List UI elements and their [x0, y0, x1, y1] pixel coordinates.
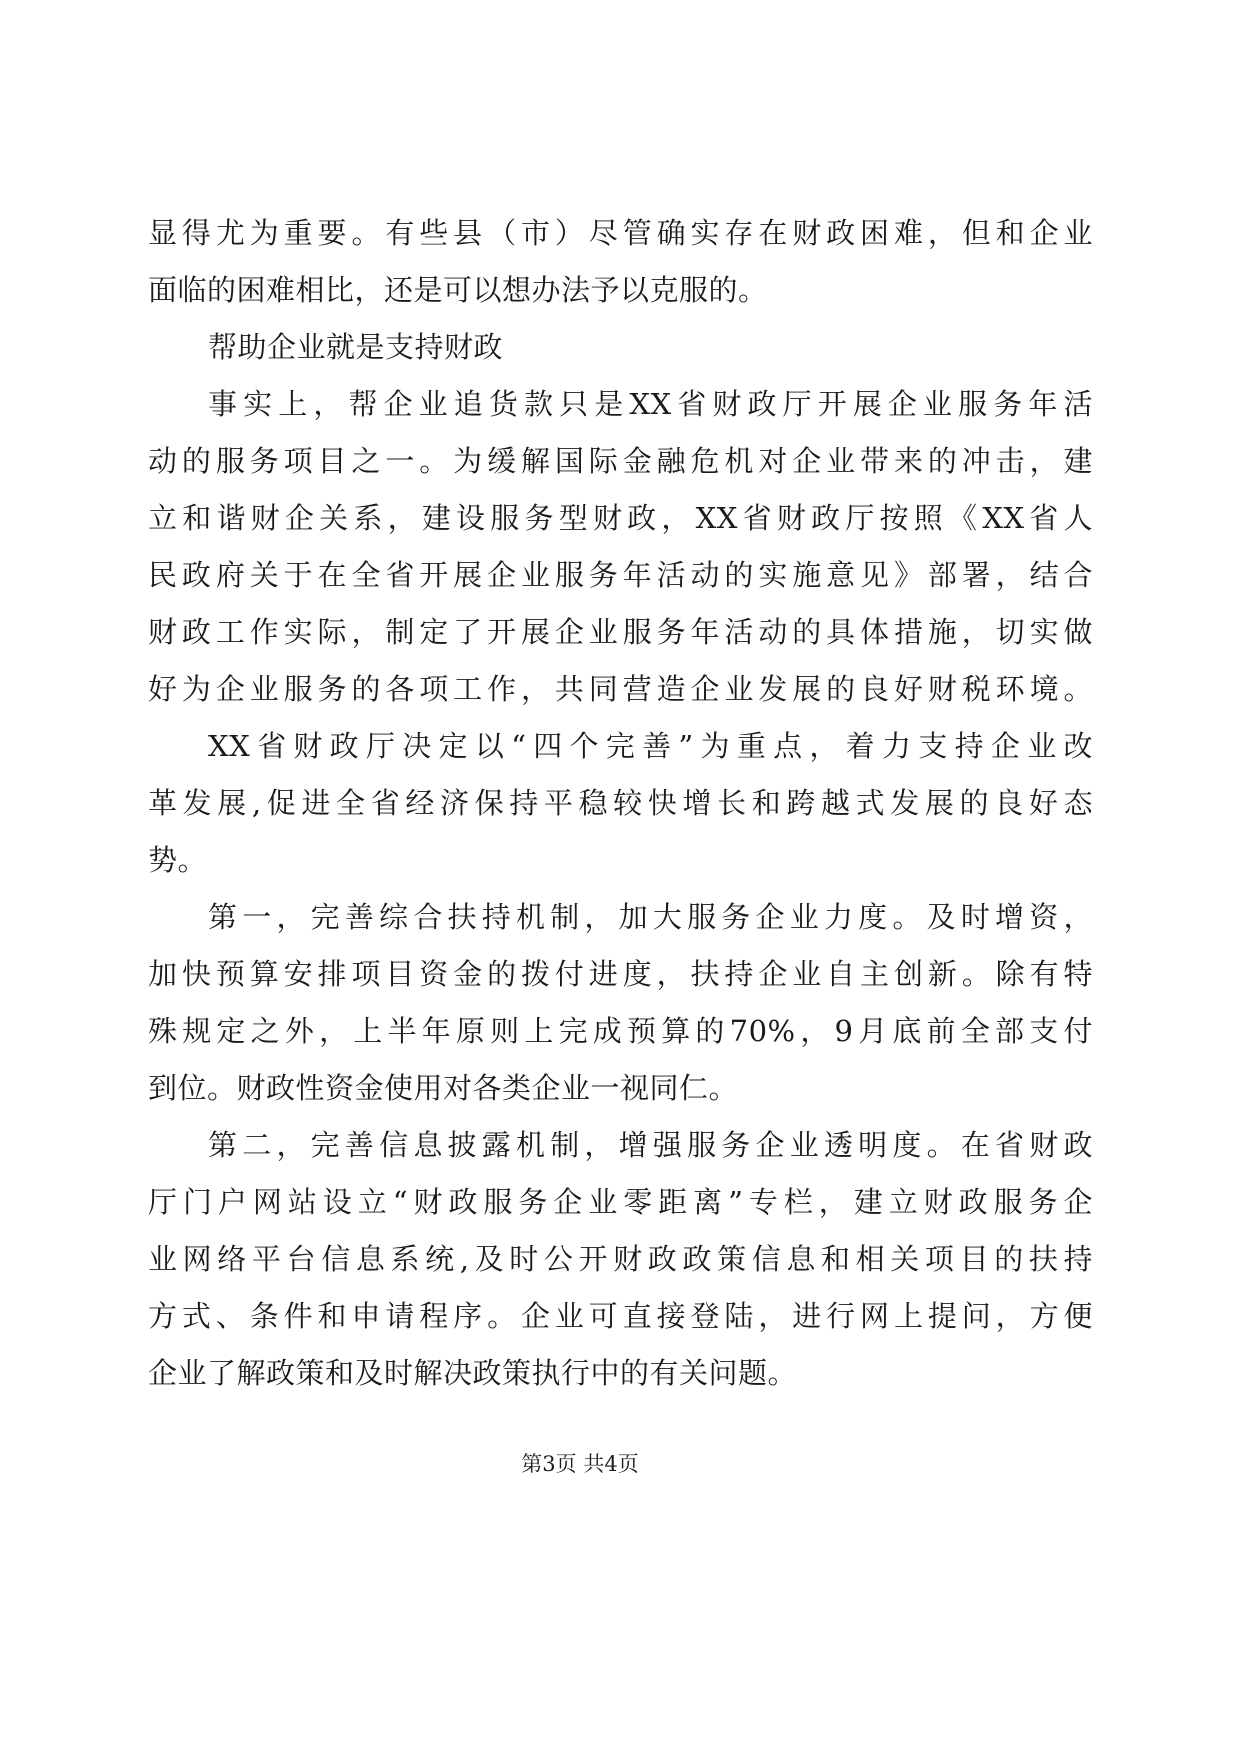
paragraph-line: 财政工作实际，制定了开展企业服务年活动的具体措施，切实做 — [148, 615, 1093, 649]
section-heading-text: 帮助企业就是支持财政 — [208, 330, 504, 364]
paragraph-line: 立和谐财企关系，建设服务型财政，XX省财政厅按照《XX省人 — [148, 501, 1093, 535]
paragraph-line: 好为企业服务的各项工作，共同营造企业发展的良好财税环境。 — [148, 672, 1093, 706]
paragraph — [148, 718, 1093, 889]
paragraph — [148, 1117, 1093, 1402]
page-number-footer: 第3页 共4页 — [521, 1452, 639, 1476]
paragraph-line: 第一，完善综合扶持机制，加大服务企业力度。及时增资， — [208, 900, 1093, 934]
paragraph-line: 势。 — [148, 843, 208, 877]
paragraph-line: 企业了解政策和及时解决政策执行中的有关问题。 — [148, 1356, 798, 1390]
paragraph-line: 民政府关于在全省开展企业服务年活动的实施意见》部署，结合 — [148, 558, 1093, 592]
paragraph — [148, 205, 1093, 319]
paragraph-line: 到位。财政性资金使用对各类企业一视同仁。 — [148, 1071, 739, 1105]
paragraph-line: 加快预算安排项目资金的拨付进度，扶持企业自主创新。除有特 — [148, 957, 1093, 991]
paragraph — [148, 889, 1093, 1117]
paragraph — [148, 376, 1093, 718]
paragraph-line: 第二，完善信息披露机制，增强服务企业透明度。在省财政 — [208, 1128, 1093, 1162]
paragraph-line: 动的服务项目之一。为缓解国际金融危机对企业带来的冲击，建 — [148, 444, 1093, 478]
paragraph-line: XX省财政厅决定以“四个完善”为重点，着力支持企业改 — [208, 729, 1093, 763]
paragraph-line: 面临的困难相比，还是可以想办法予以克服的。 — [148, 273, 768, 307]
document-body — [148, 205, 1093, 1402]
paragraph-line: 革发展,促进全省经济保持平稳较快增长和跨越式发展的良好态 — [148, 786, 1093, 820]
paragraph-line: 殊规定之外，上半年原则上完成预算的70%，9月底前全部支付 — [148, 1014, 1093, 1048]
paragraph-line: 厅门户网站设立“财政服务企业零距离”专栏，建立财政服务企 — [148, 1185, 1093, 1219]
paragraph-line: 显得尤为重要。有些县（市）尽管确实存在财政困难，但和企业 — [148, 216, 1093, 250]
section-heading — [148, 319, 1093, 376]
paragraph-line: 业网络平台信息系统,及时公开财政政策信息和相关项目的扶持 — [148, 1242, 1093, 1276]
paragraph-line: 事实上，帮企业追货款只是XX省财政厅开展企业服务年活 — [208, 387, 1093, 421]
paragraph-line: 方式、条件和申请程序。企业可直接登陆，进行网上提问，方便 — [148, 1299, 1093, 1333]
